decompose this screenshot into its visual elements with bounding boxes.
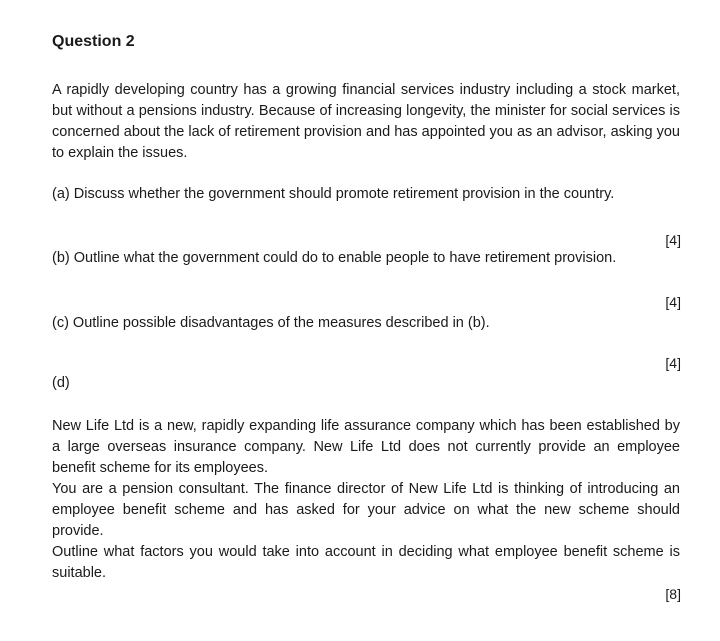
- part-c-text: (c) Outline possible disadvantages of the measures described in (b).: [52, 315, 490, 331]
- part-a-marks: [4]: [665, 232, 681, 248]
- part-d-label: (d): [52, 375, 70, 391]
- part-d-scenario-2: You are a pension consultant. The finance director of New Life Ltd is thinking of introducing an employee benefit scheme and has asked for your advice on what the new scheme should provide.: [52, 481, 680, 539]
- part-b-marks: [4]: [665, 294, 681, 310]
- part-a-text: (a) Discuss whether the government should promote retirement provision in the country.: [52, 186, 615, 202]
- part-b-text: (b) Outline what the government could do to enable people to have retirement provision.: [52, 250, 617, 266]
- part-d-marks: [8]: [665, 586, 681, 602]
- part-d-scenario-1: New Life Ltd is a new, rapidly expanding life assurance company which has been established by a large overseas insurance company. New Life Ltd does not currently provide an employee benefit scheme for its employees.: [52, 418, 680, 476]
- question-intro: A rapidly developing country has a growing financial services industry including a stock market, but without a pensions industry. Because of increasing longevity, the minister for social services is concerned about the lack of retirement provision and has appointed you as an advisor, asking you to explain the issues.: [52, 82, 680, 161]
- part-d-instruction: Outline what factors you would take into account in deciding what employee benefit scheme is suitable.: [52, 544, 680, 581]
- part-c-marks: [4]: [665, 355, 681, 371]
- question-title: Question 2: [52, 33, 135, 50]
